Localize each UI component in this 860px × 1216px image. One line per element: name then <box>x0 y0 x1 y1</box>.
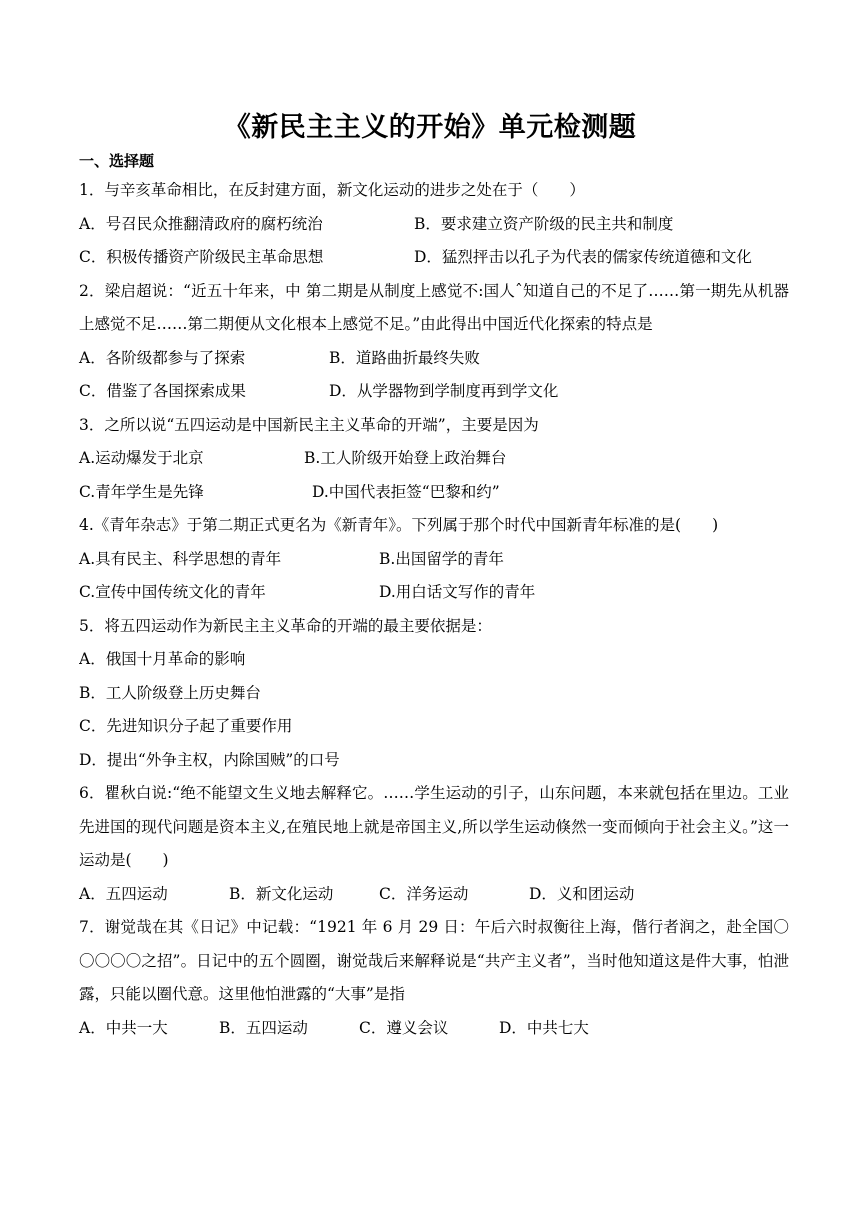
option-b: B．五四运动 <box>219 1018 308 1037</box>
section-heading: 一、选择题 <box>79 152 155 170</box>
option-b: B.工人阶级开始登上政治舞台 <box>304 449 507 467</box>
option-d: D.用白话文写作的青年 <box>379 583 536 601</box>
option-row <box>79 576 789 610</box>
option-row <box>79 1012 789 1046</box>
option-a: A.运动爆发于北京 <box>79 449 204 467</box>
option-row <box>79 878 789 912</box>
option-d: D．提出“外争主权，内除国贼”的口号 <box>79 750 340 769</box>
question-6 <box>79 777 789 911</box>
question-4 <box>79 509 789 610</box>
option-d: D．猛烈抨击以孔子为代表的儒家传统道德和文化 <box>414 248 752 266</box>
question-1 <box>79 174 789 275</box>
option-b: B．工人阶级登上历史舞台 <box>79 683 261 702</box>
option-row <box>79 442 789 476</box>
option-row <box>79 476 789 510</box>
option-a: A．俄国十月革命的影响 <box>79 650 246 668</box>
option-a: A．号召民众推翻清政府的腐朽统治 <box>79 214 323 233</box>
option-a: A.具有民主、科学思想的青年 <box>79 549 282 568</box>
option-a: A．各阶级都参与了探索 <box>79 348 246 367</box>
option-d: D．中共七大 <box>499 1018 589 1037</box>
option-d: D．从学器物到学制度再到学文化 <box>329 382 559 400</box>
question-stem: 4.《青年杂志》于第二期正式更名为《新青年》。下列属于那个时代中国新青年标准的是( ) <box>79 516 719 534</box>
option-a: A．中共一大 <box>79 1018 168 1037</box>
question-stem: 3．之所以说“五四运动是中国新民主主义革命的开端”，主要是因为 <box>79 415 539 434</box>
option-c: C.宣传中国传统文化的青年 <box>79 583 266 601</box>
question-2 <box>79 275 789 409</box>
option-c: C.青年学生是先锋 <box>79 482 204 501</box>
question-stem: 5．将五四运动作为新民主主义革命的开端的最主要依据是： <box>79 616 492 635</box>
option-d: D.中国代表拒签“巴黎和约” <box>312 482 500 501</box>
option-row <box>79 375 789 409</box>
option-c: C．遵义会议 <box>359 1018 449 1037</box>
option-d: D．义和团运动 <box>529 884 635 903</box>
option-c: C．借鉴了各国探索成果 <box>79 382 246 400</box>
question-3 <box>79 409 789 510</box>
option-row <box>79 208 789 242</box>
question-stem: 6．瞿秋白说:“绝不能望文生义地去解释它。……学生运动的引子，山东问题，本来就包括在里边。工业先进国的现代问题是资本主义,在殖民地上就是帝国主义,所以学生运动倏然一变而倾向于社会主义。”这一运动是( ) <box>79 784 789 869</box>
option-row <box>79 241 789 275</box>
option-b: B．新文化运动 <box>229 884 334 903</box>
option-c: C．洋务运动 <box>379 884 469 903</box>
option-a: A．五四运动 <box>79 884 168 903</box>
option-b: B.出国留学的青年 <box>379 549 504 568</box>
question-list <box>79 174 789 1045</box>
option-b: B．要求建立资产阶级的民主共和制度 <box>414 214 674 233</box>
option-c: C．先进知识分子起了重要作用 <box>79 717 293 735</box>
document-title: 《新民主主义的开始》单元检测题 <box>223 112 637 143</box>
question-7 <box>79 911 789 1045</box>
question-stem: 1．与辛亥革命相比，在反封建方面，新文化运动的进步之处在于（ ） <box>79 181 585 199</box>
option-b: B．道路曲折最终失败 <box>329 348 480 367</box>
question-stem: 2．梁启超说：“近五十年来，中 第二期是从制度上感觉不:国人ˆ知道自己的不足了……第一期先从机器上感觉不足……第二期便从文化根本上感觉不足。”由此得出中国近代化探索的特点是 <box>79 281 789 333</box>
option-row <box>79 543 789 577</box>
question-stem: 7．谢觉哉在其《日记》中记载：“1921 年 6 月 29 日：午后六时叔衡往上海，偕行者润之，赴全国〇〇〇〇〇之招”。日记中的五个圆圈，谢觉哉后来解释说是“共产主义者”，当时他知道这是件大事，怕泄露，只能以圈代意。这里他怕泄露的“大事”是指 <box>79 918 789 1003</box>
option-row <box>79 342 789 376</box>
option-c: C．积极传播资产阶级民主革命思想 <box>79 248 324 266</box>
question-5 <box>79 610 789 778</box>
